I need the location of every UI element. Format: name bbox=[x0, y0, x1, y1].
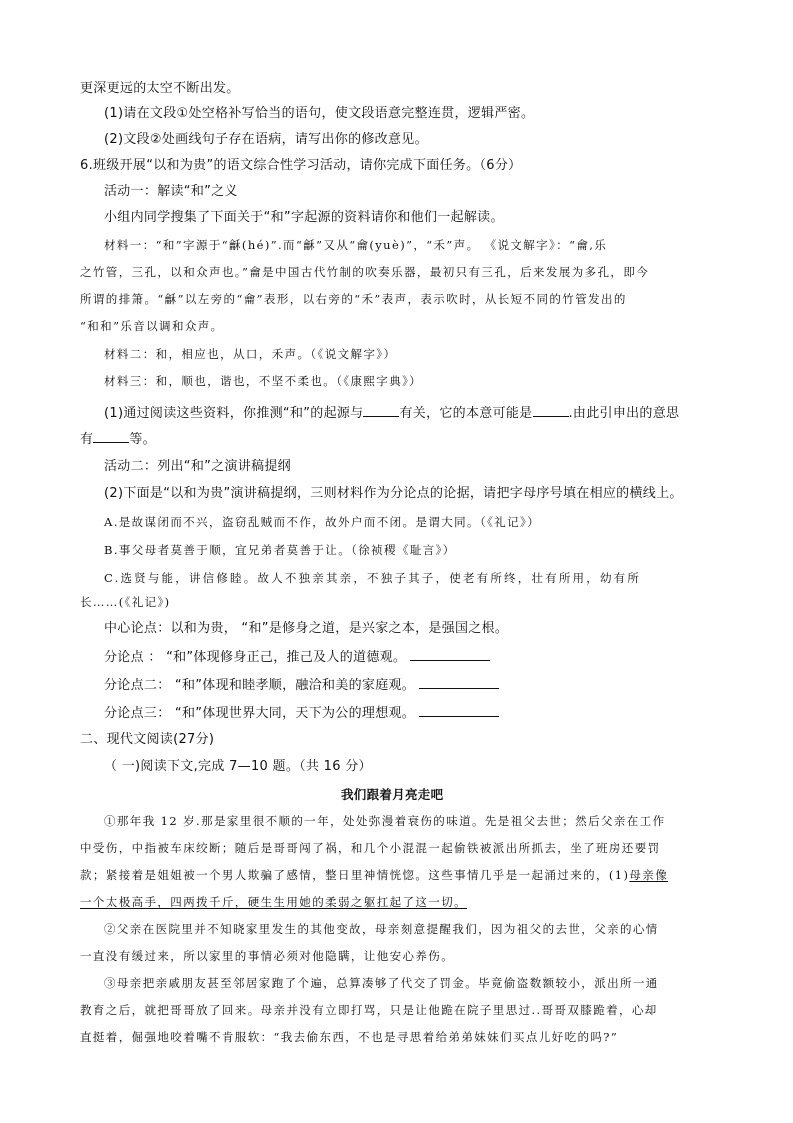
text-line: 教育之后，就把哥哥放了回来。母亲并没有立即打骂，只是让他跪在院子里思过..哥哥双膝跪着，心却 bbox=[80, 1003, 658, 1017]
reading-instruction: （ 一)阅读下文,完成 7—10 题。（共 16 分） bbox=[104, 759, 372, 774]
paragraph-1: ①那年我 12 岁.那是家里很不顺的一年，处处弥漫着衰伤的味道。先是祖父去世；然后父亲在工作 bbox=[104, 814, 666, 828]
evidence-b: B.事父母者莫善于顺，宜兄弟者莫善于让。（徐祯稷《耻言》） bbox=[104, 543, 456, 557]
activity-1-heading: 活动一：解读“和”之义 bbox=[104, 184, 238, 199]
text-line: 一直没有缓过来，所以家里的事情必须对他隐瞒，让他安心养伤。 bbox=[80, 949, 455, 963]
material-2: 材料二：和，相应也，从口，禾声。（《说文解字》） bbox=[104, 347, 397, 361]
question-5-1: (1)请在文段①处空格补写恰当的语句，使文段语意完整连贯，逻辑严密。 bbox=[104, 106, 535, 121]
article-title: 我们跟着月亮走吧 bbox=[341, 787, 444, 802]
text-line: 更深更远的太空不断出发。 bbox=[80, 81, 240, 96]
sub-point-3: 分论点三： “和”体现世界大同，天下为公的理想观。 bbox=[104, 703, 499, 723]
text-line: “和和”乐音以调和众声。 bbox=[80, 319, 224, 333]
paragraph-3: ③母亲把亲戚朋友甚至邻居家跑了个遍，总算凑够了代交了罚金。毕竟偷盗数额较小，派出所一通 bbox=[104, 976, 659, 990]
answer-blank[interactable] bbox=[410, 647, 490, 661]
text-line: 中受伤，中指被车床绞断；随后是哥哥闯了祸，和几个小混混一起偷铁被派出所抓去，坐了班房还要罚 bbox=[80, 841, 661, 855]
material-1: 材料一：“和”字源于“龢(hé)”.而“龢”又从“龠(yuè)”，“禾”声。 《说文解字》：“龠,乐 bbox=[104, 238, 608, 252]
text-line: 长……(《礼记》) bbox=[80, 595, 171, 609]
answer-blank[interactable] bbox=[363, 403, 399, 417]
evidence-c: C.选贤与能，讲信修睦。故人不独亲其亲，不独子其子，使老有所终，壮有所用，幼有所 bbox=[104, 571, 642, 585]
activity-2-heading: 活动二：列出“和”之演讲稿提纲 bbox=[104, 459, 291, 474]
material-3: 材料三：和，顺也，谐也，不坚不柔也。（《康熙字典》） bbox=[104, 374, 423, 388]
question-6-2: (2)下面是“以和为贵”演讲稿提纲，三则材料作为分论点的论据，请把字母序号填在相应的横线上。 bbox=[104, 486, 683, 501]
underlined-sentence: 一个太极高手，四两拨千斤，硬生生用她的柔弱之躯扛起了这一切。 bbox=[80, 895, 467, 909]
answer-blank[interactable] bbox=[93, 429, 129, 443]
paragraph-2: ②父亲在医院里并不知晓家里发生的其他变故，母亲刻意提醒我们，因为祖父的去世，父亲的心情 bbox=[104, 922, 659, 936]
sub-point-1: 分论点 ： “和”体现修身正己，推己及人的道德观。 bbox=[104, 647, 490, 667]
text-line: 款；紧接着是姐姐被一个男人欺骗了感情，整日里神情恍惚。这些事情几乎是一起涌过来的，(1)母亲像 bbox=[80, 868, 669, 882]
text-line: 直挺着，倔强地咬着嘴不肯服软：“我去偷东西，不也是寻思着给弟弟妹妹们买点儿好吃的吗?” bbox=[80, 1030, 619, 1044]
question-6-heading: 6.班级开展“以和为贵”的语文综合性学习活动，请你完成下面任务。（6分） bbox=[80, 158, 522, 173]
evidence-a: A.是故谋闭而不兴，盗窃乱贼而不作，故外户而不闭。是谓大同。（《礼记》） bbox=[104, 515, 541, 529]
text-line: 小组内同学搜集了下面关于“和”字起源的资料请你和他们一起解读。 bbox=[104, 210, 504, 225]
central-thesis: 中心论点：以和为贵， “和”是修身之道，是兴家之本，是强国之根。 bbox=[104, 621, 509, 636]
answer-blank[interactable] bbox=[419, 675, 499, 689]
text-line: 之竹管，三孔，以和众声也。”龠是中国古代竹制的吹奏乐器，最初只有三孔，后来发展为多孔，即今 bbox=[80, 265, 650, 279]
question-6-1: (1)通过阅读这些资料，你推测“和”的起源与 有关，它的本意可能是 .由此引申出的意思 bbox=[104, 403, 679, 423]
text-line: 有 等。 bbox=[80, 429, 156, 449]
question-5-2: (2)文段②处画线句子存在语病，请写出你的修改意见。 bbox=[104, 132, 428, 147]
section-heading: 二、现代文阅读(27分) bbox=[80, 732, 215, 747]
answer-blank[interactable] bbox=[419, 703, 499, 717]
sub-point-2: 分论点二： “和”体现和睦孝顺，融洽和美的家庭观。 bbox=[104, 675, 499, 695]
text-line: 所谓的排箫。“龢”以左旁的“龠”表形，以右旁的“禾”表声，表示吹时，从长短不同的竹管发出的 bbox=[80, 292, 627, 306]
answer-blank[interactable] bbox=[533, 403, 569, 417]
